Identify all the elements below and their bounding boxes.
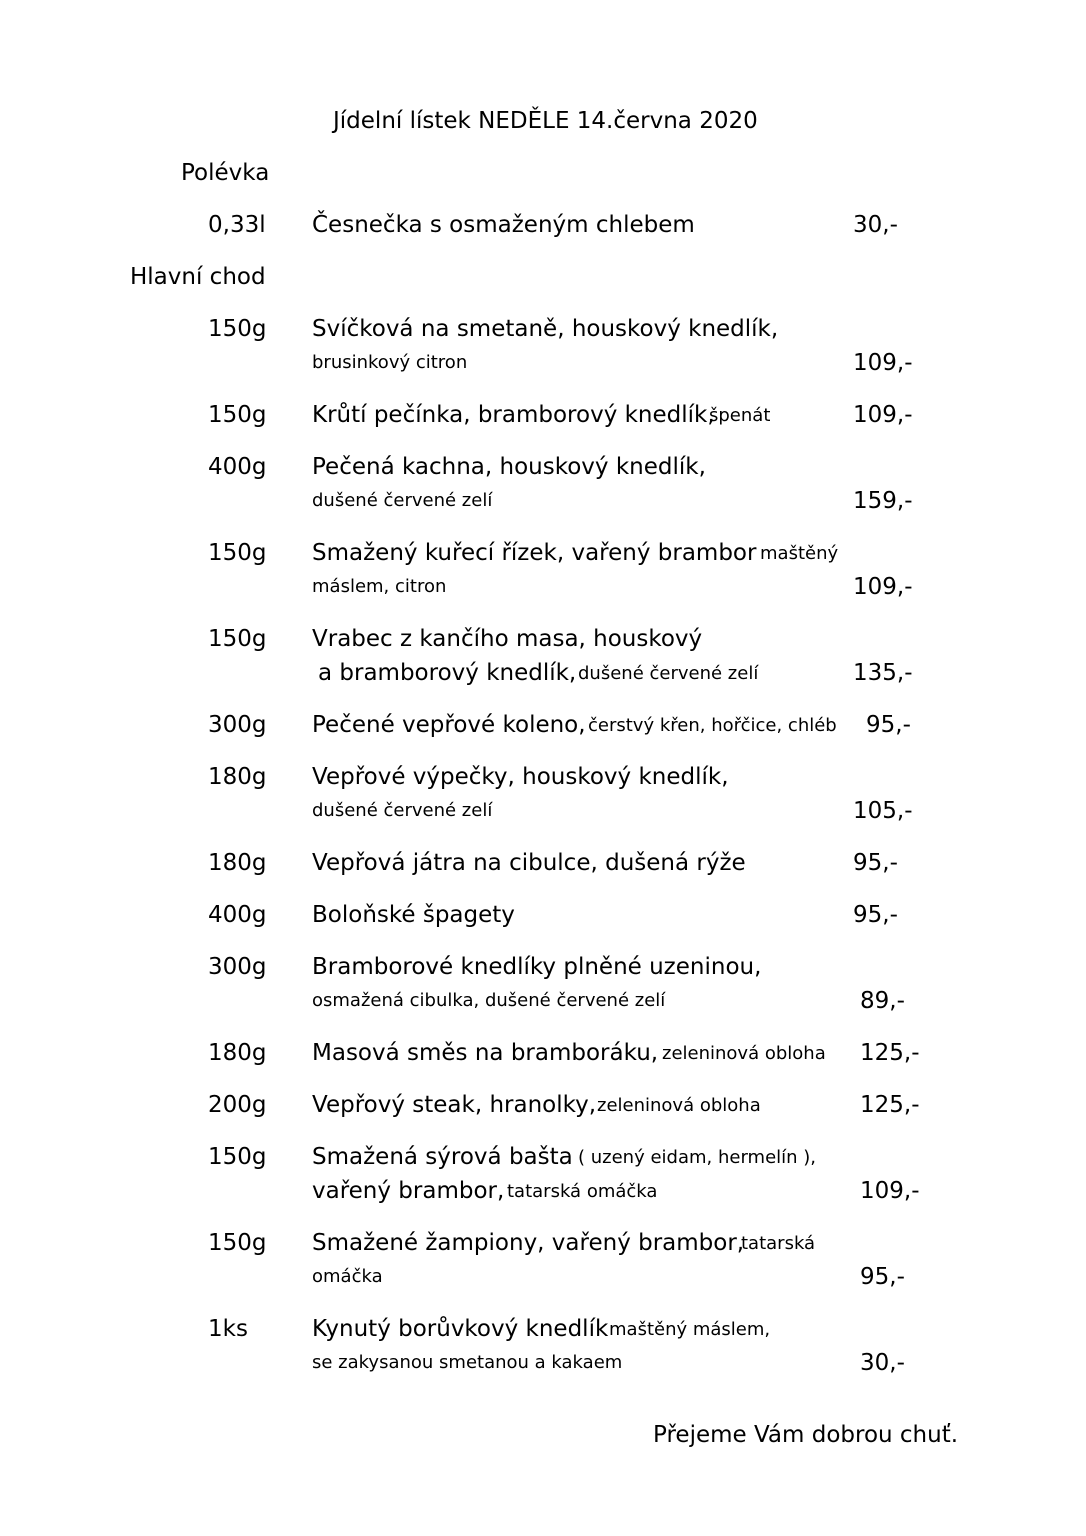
item-side: zeleninová obloha (597, 1095, 761, 1116)
item-price: 109,- (853, 402, 913, 428)
item-side: omáčka (312, 1266, 383, 1287)
item-name: Smažené žampiony, vařený brambor, (312, 1230, 745, 1256)
item-side: dušené červené zelí (578, 663, 759, 684)
item-portion: 150g (208, 1230, 267, 1256)
item-name: Kynutý borůvkový knedlík (312, 1316, 609, 1342)
item-side: maštěný máslem, (609, 1319, 771, 1340)
section-heading-main: Hlavní chod (130, 264, 266, 290)
item-portion: 150g (208, 626, 267, 652)
item-name: Vepřové výpečky, houskový knedlík, (312, 764, 729, 790)
item-price: 30,- (860, 1350, 905, 1376)
item-portion: 200g (208, 1092, 267, 1118)
item-price: 135,- (853, 660, 913, 686)
item-name-line2: a bramborový knedlík, (318, 660, 577, 686)
item-name: Svíčková na smetaně, houskový knedlík, (312, 316, 779, 342)
item-price: 95,- (860, 1264, 905, 1290)
item-side: dušené červené zelí (312, 800, 493, 821)
item-price: 105,- (853, 798, 913, 824)
item-name: Smažená sýrová bašta (312, 1144, 573, 1170)
item-price: 95,- (853, 902, 898, 928)
item-side: dušené červené zelí (312, 490, 493, 511)
item-portion: 300g (208, 954, 267, 980)
item-name: Česnečka s osmaženým chlebem (312, 212, 695, 238)
item-price: 125,- (860, 1040, 920, 1066)
item-portion: 400g (208, 454, 267, 480)
item-price: 109,- (853, 350, 913, 376)
closing-message: Přejeme Vám dobrou chuť. (653, 1422, 959, 1448)
item-portion: 150g (208, 1144, 267, 1170)
item-name: Pečená kachna, houskový knedlík, (312, 454, 706, 480)
item-side: zeleninová obloha (662, 1043, 826, 1064)
item-side: se zakysanou smetanou a kakaem (312, 1352, 623, 1373)
item-name: Smažený kuřecí řízek, vařený brambor (312, 540, 757, 566)
item-portion: 0,33l (208, 212, 266, 238)
section-heading-soup: Polévka (181, 160, 270, 186)
item-price: 95,- (866, 712, 911, 738)
item-price: 109,- (860, 1178, 920, 1204)
item-price: 95,- (853, 850, 898, 876)
item-side: tatarská (741, 1233, 816, 1254)
item-side: ( uzený eidam, hermelín ), (578, 1147, 817, 1168)
item-side: osmažená cibulka, dušené červené zelí (312, 990, 666, 1011)
item-portion: 180g (208, 764, 267, 790)
item-portion: 400g (208, 902, 267, 928)
item-name: Bramborové knedlíky plněné uzeninou, (312, 954, 762, 980)
item-portion: 180g (208, 850, 267, 876)
item-portion: 150g (208, 540, 267, 566)
item-portion: 1ks (208, 1316, 248, 1342)
item-price: 89,- (860, 988, 905, 1014)
item-name: Masová směs na bramboráku, (312, 1040, 659, 1066)
item-portion: 180g (208, 1040, 267, 1066)
item-name: Krůtí pečínka, bramborový knedlík, (312, 402, 715, 428)
item-portion: 150g (208, 316, 267, 342)
menu-title: Jídelní lístek NEDĚLE 14.června 2020 (333, 108, 758, 134)
item-price: 125,- (860, 1092, 920, 1118)
item-price: 159,- (853, 488, 913, 514)
item-name: Vrabec z kančího masa, houskový (312, 626, 703, 652)
item-portion: 300g (208, 712, 267, 738)
item-name: Vepřová játra na cibulce, dušená rýže (312, 850, 746, 876)
item-name-line2: vařený brambor, (312, 1178, 505, 1204)
item-side: brusinkový citron (312, 352, 468, 373)
item-price: 109,- (853, 574, 913, 600)
item-side: maštěný (760, 543, 839, 564)
item-side: tatarská omáčka (507, 1181, 658, 1202)
item-portion: 150g (208, 402, 267, 428)
item-name: Vepřový steak, hranolky, (312, 1092, 597, 1118)
item-name: Pečené vepřové koleno, (312, 712, 586, 738)
item-side: máslem, citron (312, 576, 447, 597)
item-side: čerstvý křen, hořčice, chléb (588, 715, 837, 736)
item-price: 30,- (853, 212, 898, 238)
item-name: Boloňské špagety (312, 902, 515, 928)
item-side: špenát (709, 405, 771, 426)
